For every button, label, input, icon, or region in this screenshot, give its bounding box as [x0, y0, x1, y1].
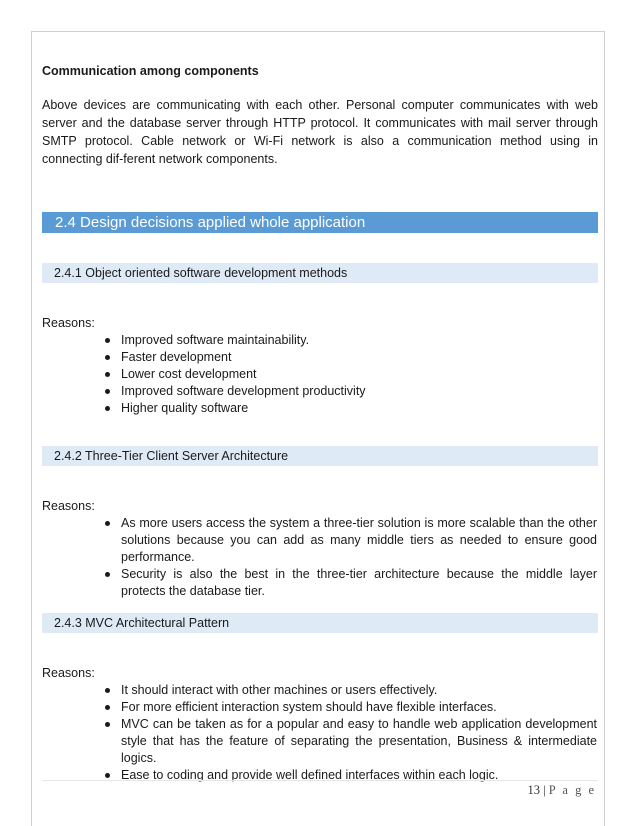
bullet-icon [105, 338, 110, 343]
subsection-heading-2-4-3: 2.4.3 MVC Architectural Pattern [42, 613, 598, 633]
reasons-label-2-4-3: Reasons: [42, 666, 95, 680]
bullet-icon [105, 355, 110, 360]
list-item: For more efficient interaction system should have flexible interfaces. [102, 699, 597, 716]
reasons-label-2-4-2: Reasons: [42, 499, 95, 513]
bullet-icon [105, 773, 110, 778]
bullet-icon [105, 722, 110, 727]
list-item: Ease to coding and provide well defined interfaces within each logic. [102, 767, 597, 784]
list-item: Lower cost development [102, 366, 597, 383]
list-item: MVC can be taken as for a popular and easy to handle web application development style that has the feature of separating the presentation, Business & intermediate logics. [102, 716, 597, 767]
page-footer [528, 783, 596, 798]
bullet-icon [105, 688, 110, 693]
page-number: 13 [527, 783, 541, 797]
bullet-icon [105, 406, 110, 411]
bullet-icon [105, 705, 110, 710]
reasons-list-2-4-3 [102, 682, 597, 784]
bullet-icon [105, 572, 110, 577]
bullet-icon [105, 389, 110, 394]
reasons-list-2-4-1 [102, 332, 597, 417]
bullet-icon [105, 372, 110, 377]
list-item: Faster development [102, 349, 597, 366]
page-label: P a g e [548, 783, 596, 797]
footer-divider [42, 780, 598, 781]
reasons-list-2-4-2 [102, 515, 597, 600]
subsection-heading-2-4-2: 2.4.2 Three-Tier Client Server Architecture [42, 446, 598, 466]
list-item: It should interact with other machines or users effectively. [102, 682, 597, 699]
list-item: Security is also the best in the three-tier architecture because the middle layer protects the database tier. [102, 566, 597, 600]
communication-paragraph: Above devices are communicating with each other. Personal computer communicates with web server and the database server through HTTP protocol. It communicates with mail server through SMTP protocol. Cable network or Wi-Fi network is also a communication method using in connecting dif-ferent network components. [42, 98, 598, 166]
list-item: Higher quality software [102, 400, 597, 417]
footer-separator: | [543, 783, 546, 797]
section-heading-communication: Communication among components [42, 64, 259, 78]
subsection-heading-2-4-1: 2.4.1 Object oriented software development methods [42, 263, 598, 283]
reasons-label-2-4-1: Reasons: [42, 316, 95, 330]
bullet-icon [105, 521, 110, 526]
list-item: Improved software development productivity [102, 383, 597, 400]
list-item: As more users access the system a three-tier solution is more scalable than the other solutions because you can add as many middle tiers as needed to ensure good performance. [102, 515, 597, 566]
section-heading-2-4: 2.4 Design decisions applied whole application [42, 212, 598, 233]
list-item: Improved software maintainability. [102, 332, 597, 349]
